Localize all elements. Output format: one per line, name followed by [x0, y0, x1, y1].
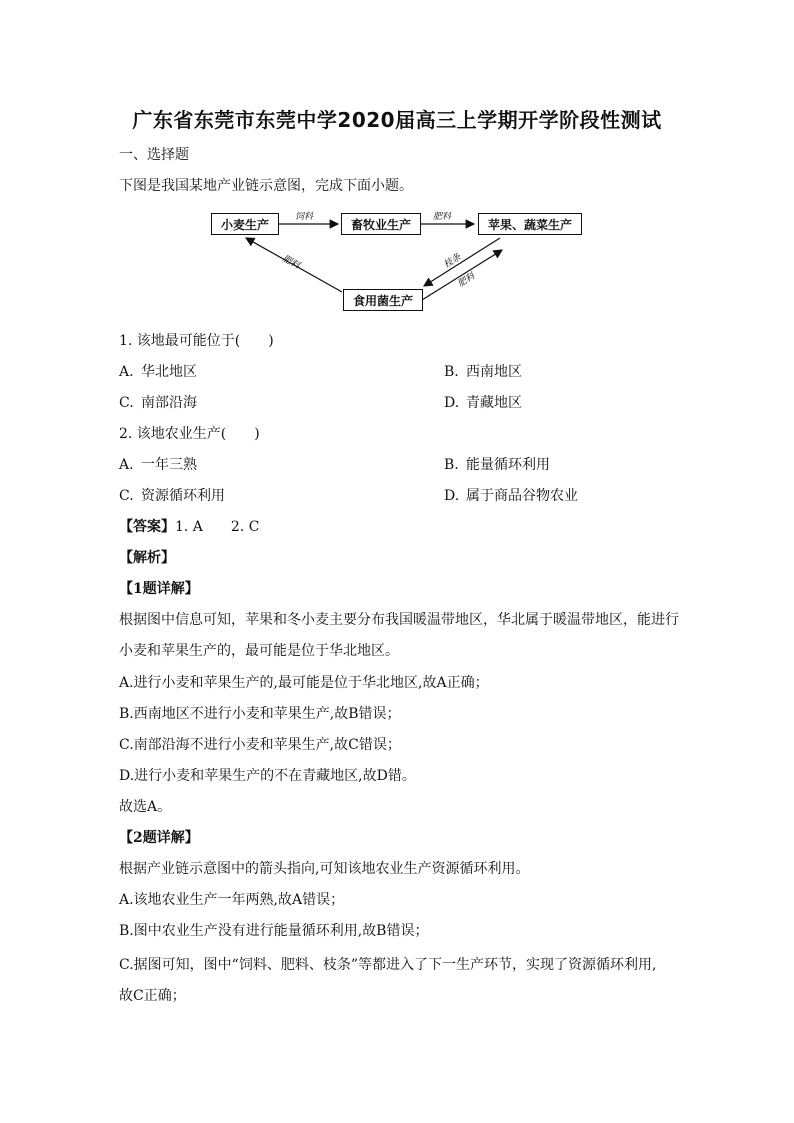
option-key: C. [119, 488, 134, 504]
q2-option-a [119, 455, 197, 475]
analysis-label: 【解析】 [119, 550, 175, 566]
box-wheat-production: 小麦生产 [211, 213, 279, 235]
option-text: 南部沿海 [141, 395, 197, 411]
detail-2-label: 【2题详解】 [119, 830, 199, 846]
detail-2-option-a: A.该地农业生产一年两熟,故A错误； [119, 892, 345, 908]
answer-text: 1. A 2. C [175, 519, 260, 535]
q2-option-d [444, 486, 578, 506]
option-text: 一年三熟 [141, 457, 197, 473]
box-livestock-production: 畜牧业生产 [341, 213, 421, 235]
label-feed: 饲料 [295, 212, 314, 222]
question-2-stem: 2. 该地农业生产( ) [119, 426, 260, 442]
option-text: 西南地区 [466, 364, 522, 380]
q1-option-c [119, 393, 197, 413]
option-key: C. [119, 395, 134, 411]
q2-option-b [444, 455, 550, 475]
label-fertilizer-top: 肥料 [433, 212, 452, 222]
label-fertilizer-left: 肥料 [280, 253, 302, 272]
box-fruit-vegetable-production: 苹果、蔬菜生产 [478, 213, 582, 235]
q1-option-b [444, 362, 522, 382]
detail-1-option-d: D.进行小麦和苹果生产的不在青藏地区,故D错。 [119, 768, 416, 784]
option-text: 能量循环利用 [466, 457, 550, 473]
page-title: 广东省东莞市东莞中学2020届高三上学期开学阶段性测试 [132, 108, 662, 132]
option-text: 属于商品谷物农业 [466, 488, 578, 504]
option-text: 青藏地区 [466, 395, 522, 411]
detail-1-paragraph-line-1: 根据图中信息可知，苹果和冬小麦主要分布我国暖温带地区，华北属于暖温带地区，能进行 [119, 612, 679, 628]
answer-label: 【答案】 [119, 519, 175, 535]
detail-1-option-a: A.进行小麦和苹果生产的,最可能是位于华北地区,故A正确； [119, 675, 489, 691]
detail-1-paragraph-line-2: 小麦和苹果生产的，最可能是位于华北地区。 [119, 643, 399, 659]
question-1-stem: 1. 该地最可能位于( ) [119, 333, 274, 349]
option-text: 华北地区 [141, 364, 197, 380]
option-key: A. [119, 457, 134, 473]
box-edible-fungi-production: 食用菌生产 [343, 289, 423, 311]
label-fertilizer-right: 肥料 [456, 271, 477, 290]
q1-option-d [444, 393, 522, 413]
detail-1-label: 【1题详解】 [119, 581, 199, 597]
detail-2-option-c-line-2: 故C正确； [119, 988, 186, 1004]
option-key: B. [444, 457, 459, 473]
detail-1-option-b: B.西南地区不进行小麦和苹果生产,故B错误； [119, 706, 401, 722]
question-intro: 下图是我国某地产业链示意图，完成下面小题。 [119, 178, 413, 194]
industry-chain-diagram [210, 208, 590, 318]
detail-1-option-c: C.南部沿海不进行小麦和苹果生产,故C错误； [119, 737, 401, 753]
detail-1-conclusion: 故选A。 [119, 799, 172, 815]
detail-2-option-b: B.图中农业生产没有进行能量循环利用,故B错误； [119, 923, 429, 939]
option-text: 资源循环利用 [141, 488, 225, 504]
detail-2-paragraph: 根据产业链示意图中的箭头指向,可知该地农业生产资源循环利用。 [119, 861, 530, 877]
arrow-fertilizer-right [422, 250, 502, 300]
answer-line [119, 517, 259, 537]
label-branches: 枝条 [442, 252, 463, 271]
detail-2-option-c-line-1: C.据图可知，图中“饲料、肥料、枝条”等都进入了下一生产环节，实现了资源循环利用, [119, 957, 657, 973]
q1-option-a [119, 362, 197, 382]
option-key: B. [444, 364, 459, 380]
option-key: A. [119, 364, 134, 380]
option-key: D. [444, 395, 460, 411]
q2-option-c [119, 486, 225, 506]
option-key: D. [444, 488, 460, 504]
section-heading: 一、选择题 [119, 147, 189, 163]
